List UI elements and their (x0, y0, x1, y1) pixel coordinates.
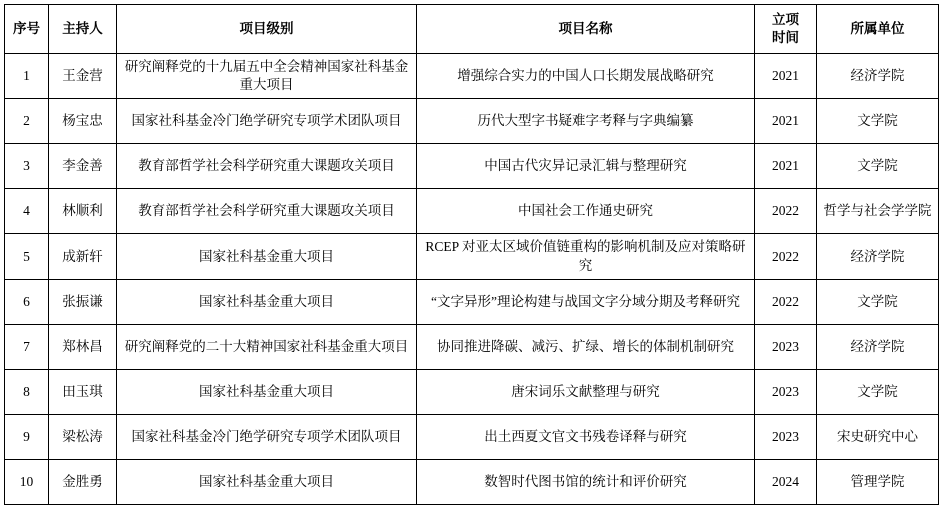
column-header-level: 项目级别 (117, 5, 417, 54)
cell-year: 2023 (755, 324, 817, 369)
cell-year: 2023 (755, 414, 817, 459)
column-header-year-line2: 时间 (772, 30, 799, 45)
cell-host: 成新轩 (49, 234, 117, 279)
table-row (5, 144, 939, 189)
cell-level: 国家社科基金重大项目 (117, 459, 417, 504)
project-table (4, 4, 939, 505)
cell-name: 数智时代图书馆的统计和评价研究 (417, 459, 755, 504)
cell-name: “文字异形”理论构建与战国文字分域分期及考释研究 (417, 279, 755, 324)
cell-index: 10 (5, 459, 49, 504)
table-row (5, 54, 939, 99)
cell-unit: 宋史研究中心 (817, 414, 939, 459)
cell-host: 郑林昌 (49, 324, 117, 369)
cell-unit: 哲学与社会学学院 (817, 189, 939, 234)
table-row (5, 279, 939, 324)
cell-index: 5 (5, 234, 49, 279)
cell-host: 王金营 (49, 54, 117, 99)
cell-year: 2021 (755, 144, 817, 189)
cell-host: 张振谦 (49, 279, 117, 324)
cell-index: 6 (5, 279, 49, 324)
cell-unit: 文学院 (817, 279, 939, 324)
table-row (5, 99, 939, 144)
cell-level: 国家社科基金重大项目 (117, 234, 417, 279)
cell-name: RCEP 对亚太区域价值链重构的影响机制及应对策略研究 (417, 234, 755, 279)
cell-name: 中国社会工作通史研究 (417, 189, 755, 234)
cell-unit: 经济学院 (817, 234, 939, 279)
cell-host: 李金善 (49, 144, 117, 189)
cell-level: 教育部哲学社会科学研究重大课题攻关项目 (117, 144, 417, 189)
cell-host: 杨宝忠 (49, 99, 117, 144)
cell-unit: 文学院 (817, 99, 939, 144)
table-body (5, 54, 939, 505)
table-header (5, 5, 939, 54)
cell-unit: 经济学院 (817, 54, 939, 99)
cell-level: 研究阐释党的二十大精神国家社科基金重大项目 (117, 324, 417, 369)
cell-unit: 文学院 (817, 144, 939, 189)
table-row (5, 324, 939, 369)
cell-name: 历代大型字书疑难字考释与字典编纂 (417, 99, 755, 144)
cell-level: 国家社科基金冷门绝学研究专项学术团队项目 (117, 99, 417, 144)
table-row (5, 234, 939, 279)
cell-year: 2022 (755, 279, 817, 324)
cell-index: 2 (5, 99, 49, 144)
column-header-unit: 所属单位 (817, 5, 939, 54)
cell-year: 2021 (755, 99, 817, 144)
cell-name: 增强综合实力的中国人口长期发展战略研究 (417, 54, 755, 99)
cell-name: 出土西夏文官文书残卷译释与研究 (417, 414, 755, 459)
column-header-host: 主持人 (49, 5, 117, 54)
cell-level: 国家社科基金重大项目 (117, 279, 417, 324)
cell-unit: 文学院 (817, 369, 939, 414)
cell-name: 中国古代灾异记录汇辑与整理研究 (417, 144, 755, 189)
cell-level: 教育部哲学社会科学研究重大课题攻关项目 (117, 189, 417, 234)
cell-index: 3 (5, 144, 49, 189)
table-row (5, 459, 939, 504)
column-header-index: 序号 (5, 5, 49, 54)
cell-host: 金胜勇 (49, 459, 117, 504)
table-row (5, 189, 939, 234)
cell-level: 国家社科基金冷门绝学研究专项学术团队项目 (117, 414, 417, 459)
table-row (5, 414, 939, 459)
cell-year: 2023 (755, 369, 817, 414)
cell-level: 国家社科基金重大项目 (117, 369, 417, 414)
cell-year: 2022 (755, 189, 817, 234)
cell-index: 9 (5, 414, 49, 459)
column-header-year (755, 5, 817, 54)
cell-name: 协同推进降碳、减污、扩绿、增长的体制机制研究 (417, 324, 755, 369)
cell-index: 1 (5, 54, 49, 99)
cell-host: 梁松涛 (49, 414, 117, 459)
column-header-year-line1: 立项 (772, 11, 799, 27)
cell-host: 林顺利 (49, 189, 117, 234)
cell-year: 2024 (755, 459, 817, 504)
cell-index: 4 (5, 189, 49, 234)
cell-level: 研究阐释党的十九届五中全会精神国家社科基金重大项目 (117, 54, 417, 99)
cell-name: 唐宋词乐文献整理与研究 (417, 369, 755, 414)
cell-index: 8 (5, 369, 49, 414)
cell-unit: 管理学院 (817, 459, 939, 504)
cell-year: 2022 (755, 234, 817, 279)
table-header-row (5, 5, 939, 54)
cell-year: 2021 (755, 54, 817, 99)
cell-unit: 经济学院 (817, 324, 939, 369)
table-row (5, 369, 939, 414)
column-header-name: 项目名称 (417, 5, 755, 54)
cell-index: 7 (5, 324, 49, 369)
cell-host: 田玉琪 (49, 369, 117, 414)
